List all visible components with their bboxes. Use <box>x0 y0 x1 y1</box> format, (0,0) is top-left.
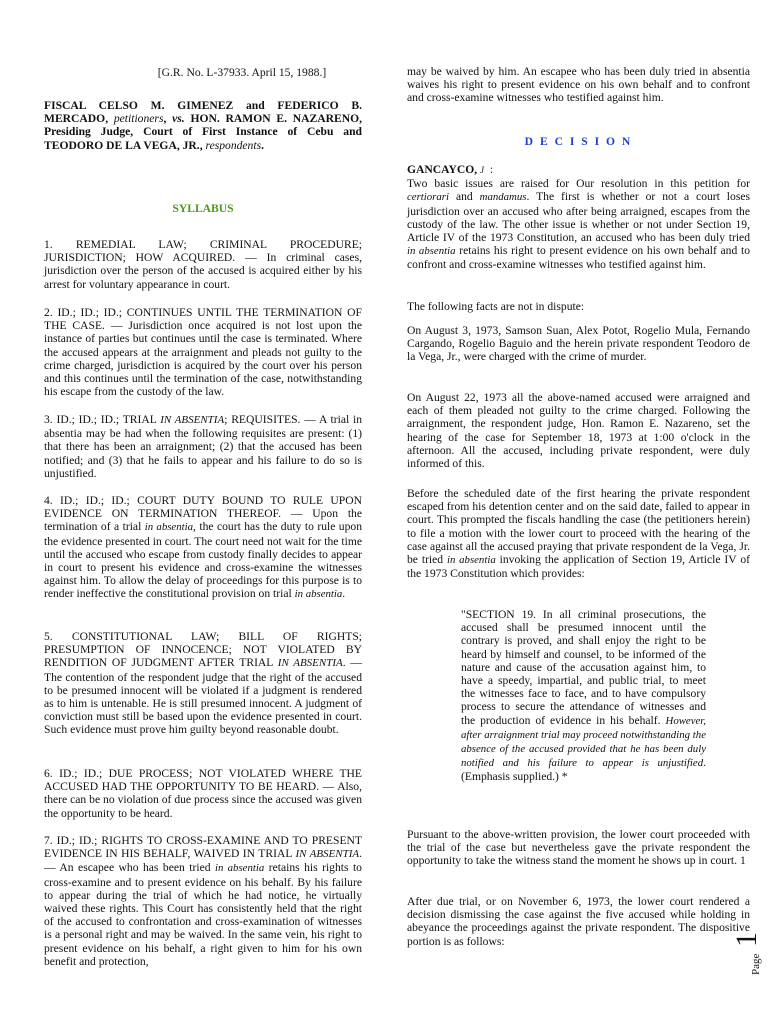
syllabus-heading: SYLLABUS <box>172 202 234 215</box>
constitution-quote: "SECTION 19. In all criminal prosecutions, the accused shall be presumed innocent until the contrary is proved, and shall enjoy the right to be heard by himself and counsel, to be informed of the nature and cause of the accusation against him, to have a speedy, impartial, and public trial, to meet the witnesses face to face, and to have compulsory process to secure the attendance of witnesses and the production of evidence in his behalf. However, after arraignment trial may proceed notwithstanding the absence of the accused provided that he has been duly notified and his failure to appear is unjustified. (Emphasis supplied.) * <box>461 608 706 784</box>
decision-heading: D E C I S I O N <box>524 135 633 148</box>
decision-paragraph-1: GANCAYCO, J : Two basic issues are raised for Our resolution in this petition for certiorari and mandamus. The first is whether or not a court loses jurisdiction over an accused who after being arraigned, escapes from the custody of the law. The other issue is whether or not under Section 19, Article IV of the 1973 Constitution, an accused who has been duly tried in absentia retains his right to present evidence on his own behalf and to confront and cross-examine witnesses who testified against him. <box>407 163 751 272</box>
decision-paragraph-4: On August 22, 1973 all the above-named accused were arraigned and each of them pleaded not guilty to the crime charged. Following the arraignment, the respondent judge, Hon. Ramon E. Nazareno, set the hearing of the case for September 18, 1973 at 1:00 o'clock in the afternoon. All the accused, including private respondent, were duly informed of this. <box>407 391 750 471</box>
ponente-name: GANCAYCO, <box>407 163 478 176</box>
syllabus-item-1: 1. REMEDIAL LAW; CRIMINAL PROCEDURE; JURISDICTION; HOW ACQUIRED. — In criminal cases, jurisdiction over the person of the accused is acquired either by his arrest for voluntary appearance in court. <box>44 238 362 291</box>
case-number: [G.R. No. L-37933. April 15, 1988.] <box>157 66 327 79</box>
versus: vs. <box>172 112 185 126</box>
syllabus-item-4: 4. ID.; ID.; ID.; COURT DUTY BOUND TO RULE UPON EVIDENCE ON TERMINATION THEREOF. — Upon the termination of a trial in absentia, the court has the duty to rule upon the evidence presented in court. The court need not wait for the time until the accused who escape from custody finally decides to appear in court to present his evidence and cross-examine the witnesses against him. To allow the delay of proceedings for this purpose is to render ineffective the constitutional provision on trial in absentia. <box>44 494 362 601</box>
decision-paragraph-2: The following facts are not in dispute: <box>407 300 585 313</box>
ponente-title: J <box>480 165 485 175</box>
syllabus-continuation: may be waived by him. An escapee who has been duly tried in absentia waives his right to present evidence on his own behalf and to confront and cross-examine witnesses who testified against him. <box>407 65 750 105</box>
decision-paragraph-5: Before the scheduled date of the first hearing the private respondent escaped from his detention center and on the said date, failed to appear in court. This prompted the fiscals handling the case (the petitioners herein) to file a motion with the lower court to proceed with the hearing of the case against all the accused praying that private respondent de la Vega, Jr. be tried in absentia invoking the application of Section 19, Article IV of the 1973 Constitution which provides: <box>407 487 751 581</box>
page-number: 1 <box>730 932 763 947</box>
respondents-label: respondents <box>205 138 262 152</box>
page-label: Page <box>750 953 762 975</box>
respondents-names: HON. RAMON E. NAZARENO, Presiding Judge, Court of First Instance of Cebu and TEODORO DE LA VEGA, JR. <box>44 112 363 152</box>
case-caption: FISCAL CELSO M. GIMENEZ and FEDERICO B. MERCADO, petitioners, vs. HON. RAMON E. NAZARENO, Presiding Judge, Court of First Instance of Cebu and TEODORO DE LA VEGA, JR., respondents. <box>44 99 363 152</box>
petitioners-names: FISCAL CELSO M. GIMENEZ and FEDERICO B. MERCADO <box>44 99 362 126</box>
syllabus-item-2: 2. ID.; ID.; ID.; CONTINUES UNTIL THE TERMINATION OF THE CASE. — Jurisdiction once acquired is not lost upon the instance of parties but continues until the case is terminated. Where the accused appears at the arraignment and pleads not guilty to the crime charged, jurisdiction is acquired by the court over his person and this continues until the termination of the case, notwithstanding his escape from the custody of the law. <box>44 306 362 399</box>
syllabus-item-6: 6. ID.; ID.; DUE PROCESS; NOT VIOLATED WHERE THE ACCUSED HAD THE OPPORTUNITY TO BE HEARD. — Also, there can be no violation of due process since the accused was given the opportunity to be heard. <box>44 767 362 820</box>
petitioners-label: petitioners <box>113 112 164 126</box>
decision-paragraph-6: Pursuant to the above-written provision, the lower court proceeded with the trial of the case but nevertheless gave the private respondent the opportunity to take the witness stand the moment he shows up in court. 1 <box>407 828 750 868</box>
syllabus-item-5: 5. CONSTITUTIONAL LAW; BILL OF RIGHTS; PRESUMPTION OF INNOCENCE; NOT VIOLATED BY RENDITION OF JUDGMENT AFTER TRIAL IN ABSENTIA. — The contention of the respondent judge that the right of the accused to be presumed innocent will be violated if a judgment is rendered as to him is untenable. He is still presumed innocent. A judgment of conviction must still be based upon the evidence presented in court. Such evidence must prove him guilty beyond reasonable doubt. <box>44 630 363 737</box>
decision-paragraph-7: After due trial, or on November 6, 1973, the lower court rendered a decision dismissing the case against the five accused while holding in abeyance the proceedings against the private respondent. The dispositive portion is as follows: <box>407 895 750 948</box>
page-number-mark <box>724 925 768 973</box>
syllabus-item-7: 7. ID.; ID.; RIGHTS TO CROSS-EXAMINE AND TO PRESENT EVIDENCE IN HIS BEHALF, WAIVED IN TRIAL IN ABSENTIA. — An escapee who has been tried in absentia retains his rights to cross-examine and to present evidence on his behalf. By his failure to appear during the trial of which he had notice, he virtually waived these rights. This Court has consistently held that the right of the accused to confrontation and cross-examination of witnesses is a personal right and may be waived. In the same vein, his right to present evidence on his behalf, a right given to him for his own benefit and protection, <box>44 834 363 968</box>
syllabus-item-3: 3. ID.; ID.; ID.; TRIAL IN ABSENTIA; REQUISITES. — A trial in absentia may be had when the following requisites are present: (1) that there has been an arraignment; (2) that the accused has been notified; and (3) that he fails to appear and his failure to do so is unjustified. <box>44 413 363 480</box>
decision-paragraph-3: On August 3, 1973, Samson Suan, Alex Potot, Rogelio Mula, Fernando Cargando, Rogelio Baguio and the herein private respondent Teodoro de la Vega, Jr., were charged with the crime of murder. <box>407 324 750 364</box>
